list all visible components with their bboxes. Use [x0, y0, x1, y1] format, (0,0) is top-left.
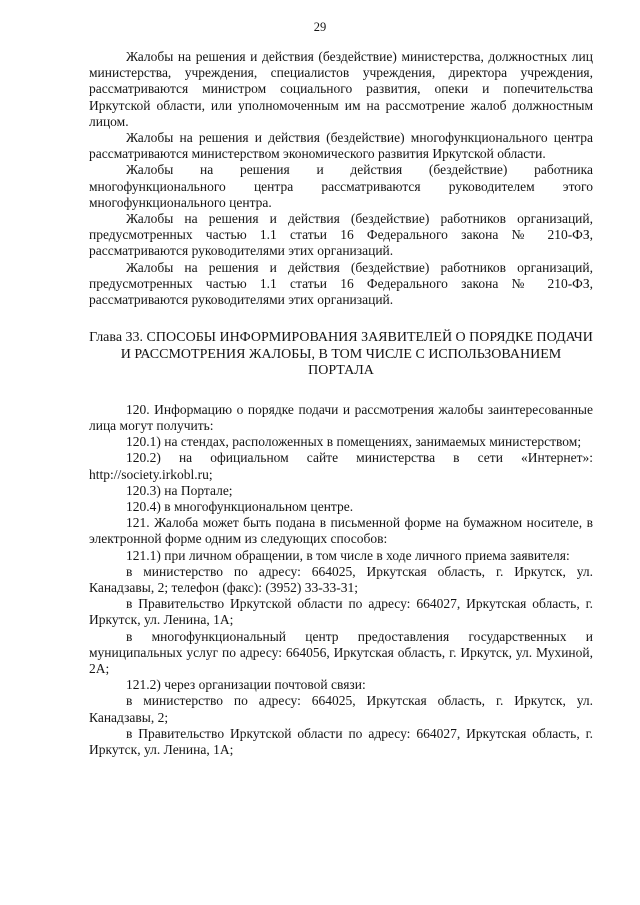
paragraph: 120.3) на Портале;	[126, 482, 233, 498]
document-body	[89, 49, 593, 758]
spacer	[89, 380, 593, 402]
spacer	[89, 308, 593, 330]
paragraph: 120.4) в многофункциональном центре.	[126, 498, 354, 514]
paragraph: в министерство по адресу: 664025, Иркутская область, г. Иркутск, ул. Канадзавы, 2;	[89, 693, 593, 725]
paragraph: в Правительство Иркутской области по адресу: 664027, Иркутская область, г. Иркутск, ул. Ленина, 1А;	[89, 725, 593, 758]
paragraph: Жалобы на решения и действия (бездействие) работников организаций, предусмотренных частью 1.1 статьи 16 Федерального закона № 210-ФЗ, рассматриваются руководителями этих организаций.	[89, 259, 593, 308]
page-number: 29	[313, 20, 327, 34]
chapter-heading: Глава 33. СПОСОБЫ ИНФОРМИРОВАНИЯ ЗАЯВИТЕЛЕЙ О ПОРЯДКЕ ПОДАЧИ И РАССМОТРЕНИЯ ЖАЛОБЫ, В ТОМ ЧИСЛЕ С ИСПОЛЬЗОВАНИЕМ ПОРТАЛА	[89, 330, 593, 379]
paragraph: в министерство по адресу: 664025, Иркутская область, г. Иркутск, ул. Канадзавы, 2; телефон (факс): (3952) 33-33-31;	[89, 563, 593, 595]
paragraph: 121.2) через организации почтовой связи:	[126, 677, 366, 693]
paragraph: в многофункциональный центр предоставления государственных и муниципальных услуг по адресу: 664056, Иркутская область, г. Иркутск, ул. Мухиной, 2А;	[89, 628, 593, 676]
paragraph: 121. Жалоба может быть подана в письменной форме на бумажном носителе, в электронной форме одним из следующих способов:	[89, 515, 593, 547]
paragraph: в Правительство Иркутской области по адресу: 664027, Иркутская область, г. Иркутск, ул. Ленина, 1А;	[89, 596, 593, 628]
paragraph: 120.2) на официальном сайте министерства в сети «Интернет»: http://society.irkobl.ru;	[89, 450, 593, 482]
paragraph: Жалобы на решения и действия (бездействие) министерства, должностных лиц министерства, учреждения, специалистов учреждения, директора учреждения, рассматриваются министром социального развития, опеки и попечительства Иркутской области, или уполномоченным им на рассмотрение жалоб должностным лицом.	[89, 49, 593, 129]
paragraph: 121.1) при личном обращении, в том числе в ходе личного приема заявителя:	[126, 547, 570, 563]
paragraph: Жалобы на решения и действия (бездействие) многофункционального центра рассматриваются министерством экономического развития Иркутской области.	[89, 130, 593, 162]
paragraph: Жалобы на решения и действия (бездействие) работника многофункционального центра рассматриваются руководителем этого многофункционального центра.	[89, 162, 593, 210]
paragraph: 120. Информацию о порядке подачи и рассмотрения жалобы заинтересованные лица могут получить:	[89, 401, 593, 433]
paragraph: Жалобы на решения и действия (бездействие) работников организаций, предусмотренных частью 1.1 статьи 16 Федерального закона № 210-ФЗ, рассматриваются руководителями этих организаций.	[89, 211, 593, 259]
paragraph: 120.1) на стендах, расположенных в помещениях, занимаемых министерством;	[126, 434, 582, 450]
